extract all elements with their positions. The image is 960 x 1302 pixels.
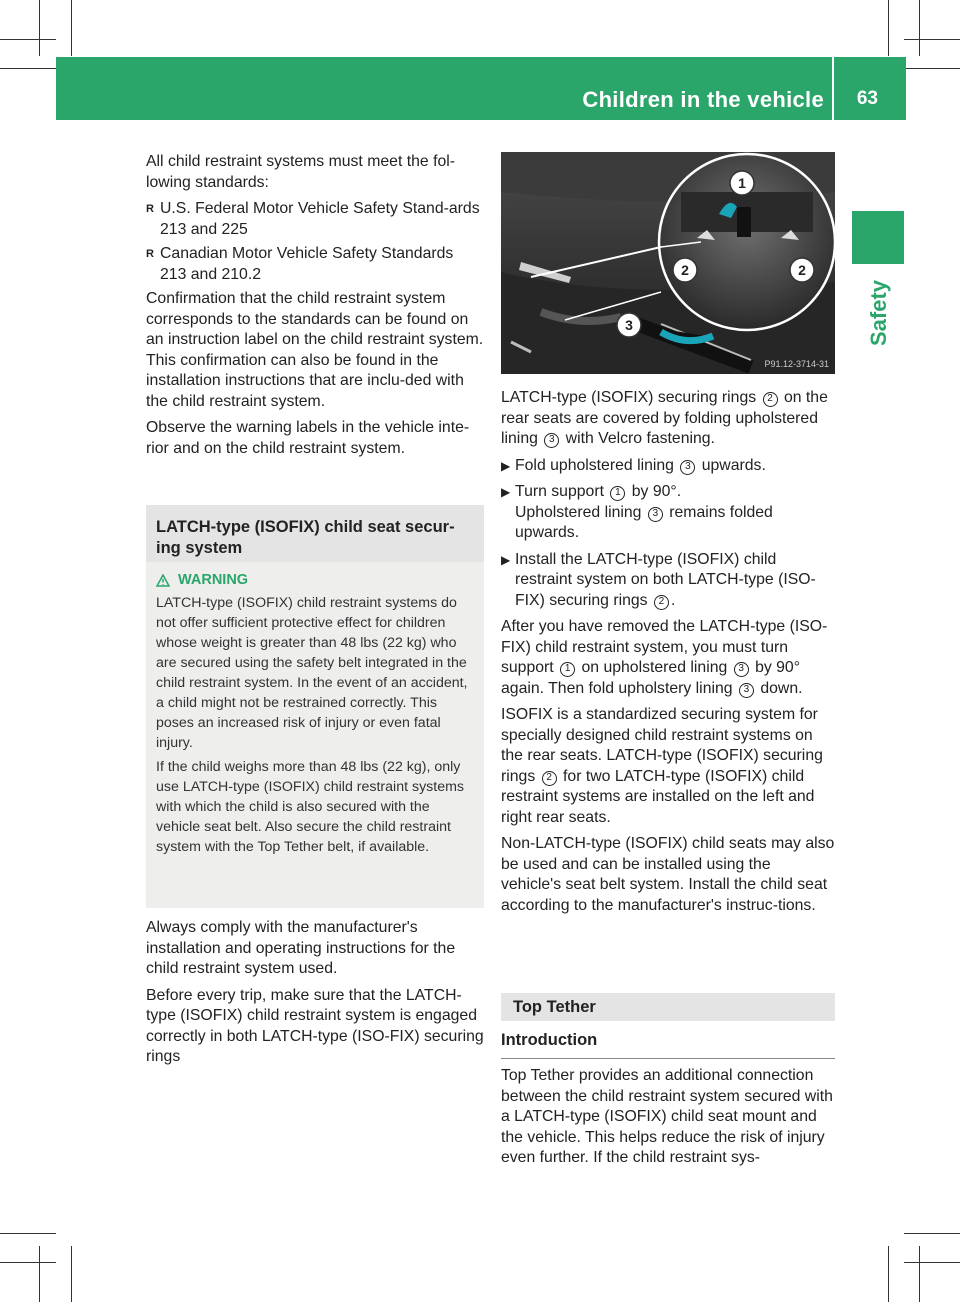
crop-mark bbox=[71, 0, 72, 56]
text-run: Install the LATCH-type (ISOFIX) child restraint system on both LATCH-type (ISO-FIX) securing rings bbox=[515, 550, 816, 609]
chapter-title: Children in the vehicle bbox=[582, 87, 824, 112]
text-run: on the rear seats are covered by folding upholstered lining bbox=[501, 389, 828, 447]
svg-text:2: 2 bbox=[681, 262, 689, 278]
text-run: upwards. bbox=[701, 456, 766, 474]
text-run: by 90°. bbox=[631, 483, 682, 500]
marker-2: 2 bbox=[654, 595, 669, 610]
isofix-figure bbox=[501, 152, 835, 374]
paragraph bbox=[501, 705, 835, 828]
paragraph: Top Tether provides an additional connection between the child restraint system secured with a LATCH-type (ISOFIX) child seat mount and the vehicle. This helps reduce the risk of injury even further. If the child restraint sys- bbox=[501, 1067, 833, 1166]
section-heading-box bbox=[146, 505, 484, 563]
svg-text:1: 1 bbox=[738, 175, 746, 191]
left-column bbox=[146, 152, 484, 465]
text-run: remains folded upwards. bbox=[515, 503, 773, 541]
crop-mark bbox=[39, 1246, 40, 1302]
crop-mark bbox=[904, 1262, 960, 1263]
page-header bbox=[56, 57, 906, 120]
crop-mark bbox=[919, 1246, 920, 1302]
crop-mark bbox=[0, 1262, 56, 1263]
crop-mark bbox=[0, 39, 56, 40]
paragraph bbox=[501, 388, 835, 450]
warning-text: LATCH-type (ISOFIX) child restraint systems do not offer sufficient protective effect for children whose weight is greater than 48 lbs (22 kg) who are secured using the safety belt integrated in the child restraint system. In the event of an accident, a child might not be restrained correctly. This poses an increased risk of injury or even fatal injury. bbox=[156, 595, 468, 751]
warning-box bbox=[146, 562, 484, 908]
text-run: down. bbox=[760, 679, 803, 697]
section-heading-box bbox=[501, 993, 835, 1021]
callout-marker bbox=[790, 258, 814, 282]
warning-text: If the child weighs more than 48 lbs (22 kg), only use LATCH-type (ISOFIX) child restraint systems with which the child is also secured with the vehicle seat belt. Also secure the child restraint system with the Top Tether belt, if available. bbox=[156, 759, 464, 855]
text-run: Fold upholstered lining bbox=[515, 456, 674, 474]
text-run: by 90° again. Then fold upholstery lining bbox=[501, 659, 801, 697]
section-tab-label: Safety bbox=[866, 279, 891, 347]
text-run: for two LATCH-type (ISOFIX) child restraint systems are installed on the left and right rear seats. bbox=[501, 767, 815, 826]
text-run: on upholstered lining bbox=[581, 659, 728, 676]
section-title: LATCH-type (ISOFIX) child seat secur-ing system bbox=[156, 518, 455, 557]
subheading: Introduction bbox=[501, 1031, 835, 1059]
crop-mark bbox=[888, 1246, 889, 1302]
crop-mark bbox=[904, 39, 960, 40]
instruction-step bbox=[501, 456, 835, 477]
step-arrow-icon: ▶ bbox=[501, 485, 511, 499]
crop-mark bbox=[888, 0, 889, 56]
crop-mark bbox=[39, 0, 40, 56]
marker-3: 3 bbox=[739, 683, 754, 698]
text-run: After you have removed the LATCH-type (ISO-FIX) child restraint system, you must turn support bbox=[501, 618, 828, 676]
list-item: R Canadian Motor Vehicle Safety Standards 213 and 210.2 bbox=[146, 244, 484, 285]
marker-3: 3 bbox=[544, 433, 559, 448]
marker-1: 1 bbox=[610, 486, 625, 501]
list-item: R U.S. Federal Motor Vehicle Safety Stand-ards 213 and 225 bbox=[146, 199, 484, 240]
intro-text: All child restraint systems must meet the fol-lowing standards: bbox=[146, 153, 456, 191]
figure-code: P91.12-3714-31 bbox=[764, 359, 829, 369]
warning-heading: WARNING bbox=[178, 572, 249, 588]
text-run: ISOFIX is a standardized securing system for specially designed child restraint systems on the rear seats. LATCH-type (ISOFIX) securing rings bbox=[501, 706, 823, 785]
warning-triangle-icon bbox=[156, 574, 170, 587]
right-column-bottom bbox=[501, 1066, 835, 1175]
left-column-bottom bbox=[146, 918, 484, 1074]
instruction-step bbox=[501, 482, 835, 544]
crop-mark bbox=[0, 68, 56, 69]
crop-mark bbox=[71, 1246, 72, 1302]
crop-mark bbox=[904, 1233, 960, 1234]
crop-mark bbox=[919, 0, 920, 56]
section-tab-marker bbox=[852, 211, 904, 264]
svg-text:2: 2 bbox=[798, 262, 806, 278]
callout-marker bbox=[673, 258, 697, 282]
warning-header bbox=[156, 570, 474, 590]
marker-2: 2 bbox=[763, 392, 778, 407]
text-run: with Velcro fastening. bbox=[565, 430, 715, 447]
marker-1: 1 bbox=[560, 662, 575, 677]
marker-2: 2 bbox=[542, 771, 557, 786]
rear-seat-illustration bbox=[501, 152, 835, 374]
text-run: . bbox=[670, 591, 676, 609]
paragraph bbox=[501, 617, 835, 699]
callout-marker bbox=[617, 313, 641, 337]
callout-marker bbox=[730, 171, 754, 195]
marker-3: 3 bbox=[734, 662, 749, 677]
step-arrow-icon: ▶ bbox=[501, 458, 511, 473]
text-run: LATCH-type (ISOFIX) securing rings bbox=[501, 389, 757, 406]
instruction-step bbox=[501, 550, 835, 612]
page-number: 63 bbox=[856, 88, 878, 109]
step-arrow-icon: ▶ bbox=[501, 552, 511, 567]
section-title: Top Tether bbox=[513, 998, 596, 1016]
crop-mark bbox=[0, 1233, 56, 1234]
header-divider bbox=[832, 57, 834, 120]
right-column bbox=[501, 388, 835, 922]
text-run: Turn support bbox=[515, 483, 604, 500]
svg-text:3: 3 bbox=[625, 317, 633, 333]
paragraph: Non-LATCH-type (ISOFIX) child seats may also be used and can be installed using the vehicle's seat belt system. Install the child seat according to the manufacturer's instruc-tions. bbox=[501, 835, 835, 914]
crop-mark bbox=[904, 68, 960, 69]
paragraph: Before every trip, make sure that the LATCH-type (ISOFIX) child restraint system is engaged correctly in both LATCH-type (ISO-FIX) securing rings bbox=[146, 986, 484, 1065]
marker-3: 3 bbox=[648, 507, 663, 522]
text-run: Upholstered lining bbox=[515, 503, 642, 521]
paragraph: Observe the warning labels in the vehicle inte-rior and on the child restraint system. bbox=[146, 419, 470, 457]
paragraph: Always comply with the manufacturer's installation and operating instructions for the child restraint system used. bbox=[146, 919, 456, 977]
paragraph: Confirmation that the child restraint system corresponds to the standards can be found on an instruction label on the child restraint system. This confirmation can also be found in the installation instructions that are inclu-ded with the child restraint system. bbox=[146, 290, 484, 410]
marker-3: 3 bbox=[680, 460, 695, 475]
